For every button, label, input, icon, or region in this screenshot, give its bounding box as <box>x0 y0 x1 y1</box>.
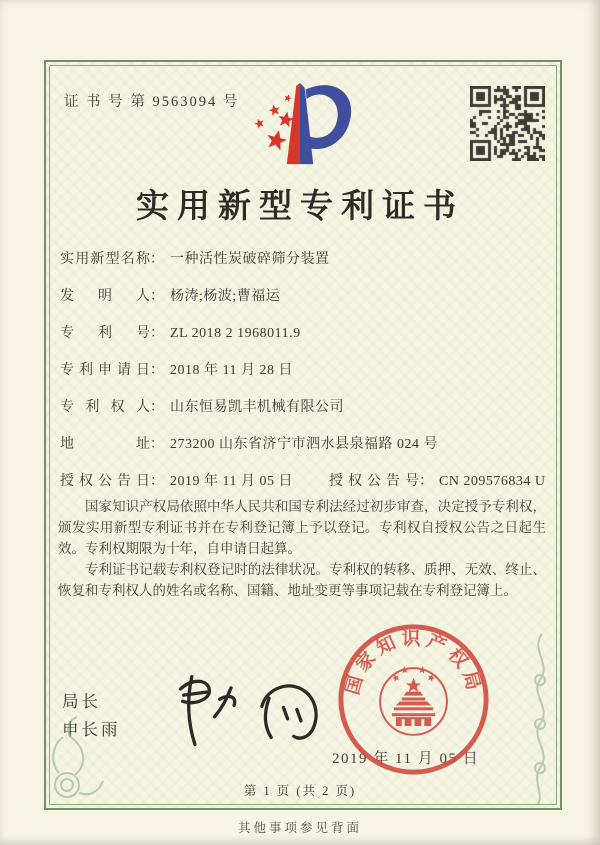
field-address: 地址 ： 273200 山东省济宁市泗水县泉福路 024 号 <box>60 433 548 453</box>
page-number: 第 1 页 (共 2 页) <box>243 784 357 798</box>
director-title: 局长 <box>62 692 101 711</box>
legal-paragraph-1: 国家知识产权局依照中华人民共和国专利法经过初步审查，决定授予专利权，颁发实用新型专利证书并在专利登记簿上予以登记。专利权自授权公告之日起生效。专利权期限为十年，自申请日起算。 <box>58 499 546 556</box>
field-value: 一种活性炭破碎筛分装置 <box>170 252 330 267</box>
field-value: 273200 山东省济宁市泗水县泉福路 024 号 <box>170 437 438 452</box>
field-label: 地址 <box>60 437 150 452</box>
legal-text <box>58 496 546 601</box>
field-patent-number: 专利号 ： ZL 2018 2 1968011.9 <box>60 322 548 342</box>
certificate-number-label: 证 书 号 第 <box>64 94 147 110</box>
field-label: 发明人 <box>60 289 150 304</box>
field-label: 专利权人 <box>60 400 150 415</box>
qr-code <box>470 86 545 161</box>
field-value: 2018 年 11 月 28 日 <box>170 363 293 378</box>
field-value: ZL 2018 2 1968011.9 <box>170 326 301 341</box>
seal-org-text: 国家知识产权局 <box>342 628 485 698</box>
field-value: 山东恒易凯丰机械有限公司 <box>170 400 344 415</box>
director-name: 申长雨 <box>62 720 121 739</box>
field-label: 授权公告日 <box>60 474 150 489</box>
director-signature <box>162 664 337 752</box>
field-filing-date: 专利申请日 ： 2018 年 11 月 28 日 <box>60 359 548 379</box>
field-label: 实用新型名称 <box>60 252 150 267</box>
official-seal <box>335 621 492 778</box>
field-label: 专利申请日 <box>60 363 150 378</box>
back-side-note: 其他事项参见背面 <box>237 821 362 835</box>
field-value: 杨涛;杨波;曹福运 <box>170 289 281 304</box>
seal-date: 2019 年 11 月 05 日 <box>332 751 480 767</box>
certificate-number-unit: 号 <box>222 94 240 110</box>
field-value: 2019 年 11 月 05 日 <box>170 474 293 489</box>
field-list <box>60 248 548 507</box>
certificate-number-value: 9563094 <box>152 94 218 110</box>
field-label: 专利号 <box>60 326 150 341</box>
certificate-title: 实用新型专利证书 <box>136 189 464 225</box>
field-patentee: 专利权人 ： 山东恒易凯丰机械有限公司 <box>60 396 548 416</box>
field-label: 授权公告号 <box>328 474 419 489</box>
field-grant-announcement: 授权公告日 ： 2019 年 11 月 05 日 授权公告号 ： CN 209576834 U <box>60 470 548 490</box>
cnipa-logo-icon <box>234 68 366 182</box>
certificate-number <box>64 90 239 111</box>
field-utility-model-name: 实用新型名称 ： 一种活性炭破碎筛分装置 <box>60 248 548 268</box>
field-inventors: 发明人 ： 杨涛;杨波;曹福运 <box>60 285 548 305</box>
corner-ornament-icon <box>524 630 558 806</box>
legal-paragraph-2: 专利证书记载专利权登记时的法律状况。专利权的转移、质押、无效、终止、恢复和专利权人的姓名或名称、国籍、地址变更等事项记载在专利登记簿上。 <box>58 562 546 598</box>
field-value: CN 209576834 U <box>438 474 546 489</box>
